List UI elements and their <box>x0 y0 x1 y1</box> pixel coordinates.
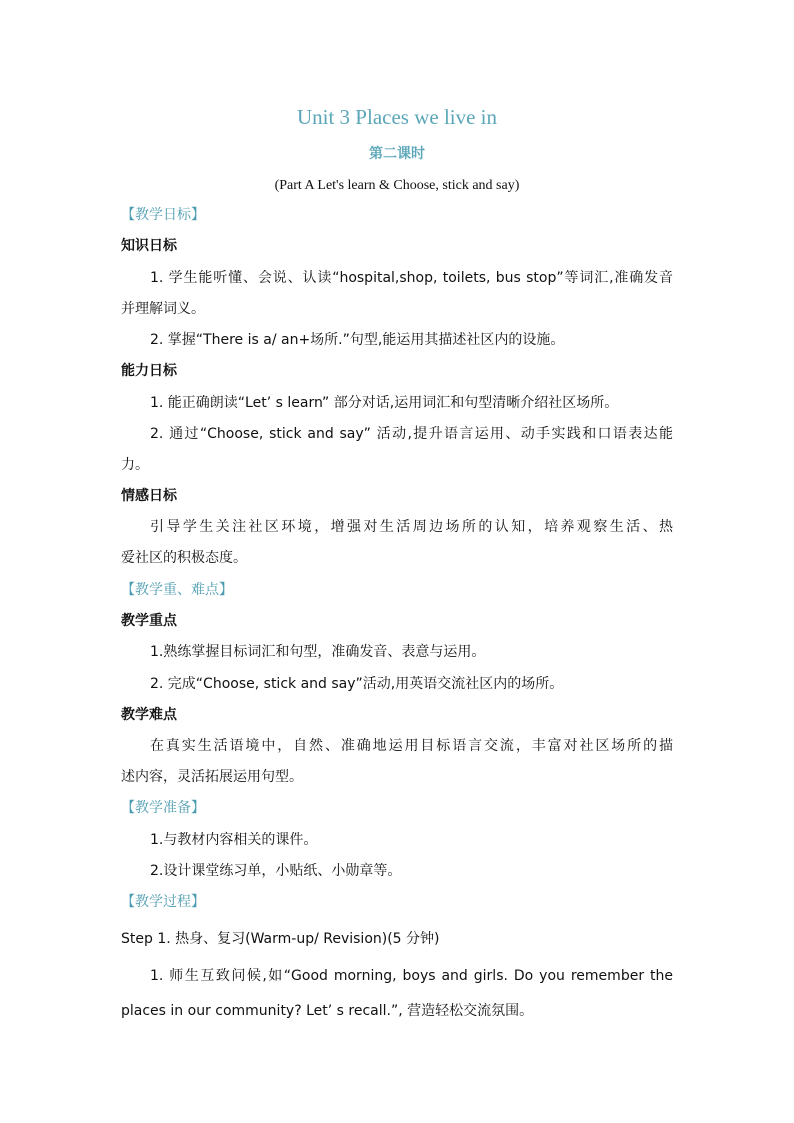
difficulty-item: 在真实生活语境中，自然、准确地运用目标语言交流，丰富对社区场所的描 <box>150 738 673 754</box>
step-1-heading: Step 1. 热身、复习(Warm-up/ Revision)(5 分钟) <box>121 931 440 947</box>
knowledge-item-2: 2. 掌握“There is a/ an+场所.”句型,能运用其描述社区内的设施。 <box>150 332 565 348</box>
subheading-difficulty: 教学难点 <box>121 707 177 723</box>
step-1-item-1-cont: places in our community? Let’ s recall.”, 营造轻松交流氛围。 <box>121 1003 534 1019</box>
subheading-focus: 教学重点 <box>121 613 177 629</box>
prep-item-2: 2.设计课堂练习单，小贴纸、小勋章等。 <box>150 863 402 879</box>
subheading-emotion: 情感日标 <box>121 488 177 504</box>
section-heading-key: 【教学重、难点】 <box>121 582 233 598</box>
lesson-subtitle: 第二课时 <box>369 146 425 162</box>
focus-item-1: 1.熟练掌握目标词汇和句型，准确发音、表意与运用。 <box>150 644 486 660</box>
difficulty-item-cont: 述内容，灵活拓展运用句型。 <box>121 769 303 785</box>
subheading-knowledge: 知识日标 <box>121 238 177 254</box>
part-label: (Part A Let's learn & Choose, stick and say) <box>274 178 520 193</box>
section-heading-goals: 【教学日标】 <box>121 207 205 223</box>
section-heading-prep: 【教学准备】 <box>121 800 205 816</box>
step-1-item-1: 1. 师生互致问候,如“Good morning, boys and girls. Do you remember the <box>150 968 673 984</box>
ability-item-2-cont: 力。 <box>121 457 149 473</box>
page-title: Unit 3 Places we live in <box>296 105 498 129</box>
knowledge-item-1-cont: 并理解词义。 <box>121 301 205 317</box>
ability-item-2: 2. 通过“Choose, stick and say” 活动,提升语言运用、动手实践和口语表达能 <box>150 426 673 442</box>
section-heading-process: 【教学过程】 <box>121 894 205 910</box>
subheading-ability: 能力日标 <box>121 363 177 379</box>
focus-item-2: 2. 完成“Choose, stick and say”活动,用英语交流社区内的场所。 <box>150 676 564 692</box>
emotion-item: 引导学生关注社区环境，增强对生活周边场所的认知，培养观察生活、热 <box>150 519 673 535</box>
ability-item-1: 1. 能正确朗读“Let’ s learn” 部分对话,运用词汇和句型清晰介绍社区场所。 <box>150 395 619 411</box>
knowledge-item-1: 1. 学生能听懂、会说、认读“hospital,shop, toilets, bus stop”等词汇,准确发音 <box>150 270 673 286</box>
emotion-item-cont: 爱社区的积极态度。 <box>121 550 247 566</box>
prep-item-1: 1.与教材内容相关的课件。 <box>150 832 318 848</box>
